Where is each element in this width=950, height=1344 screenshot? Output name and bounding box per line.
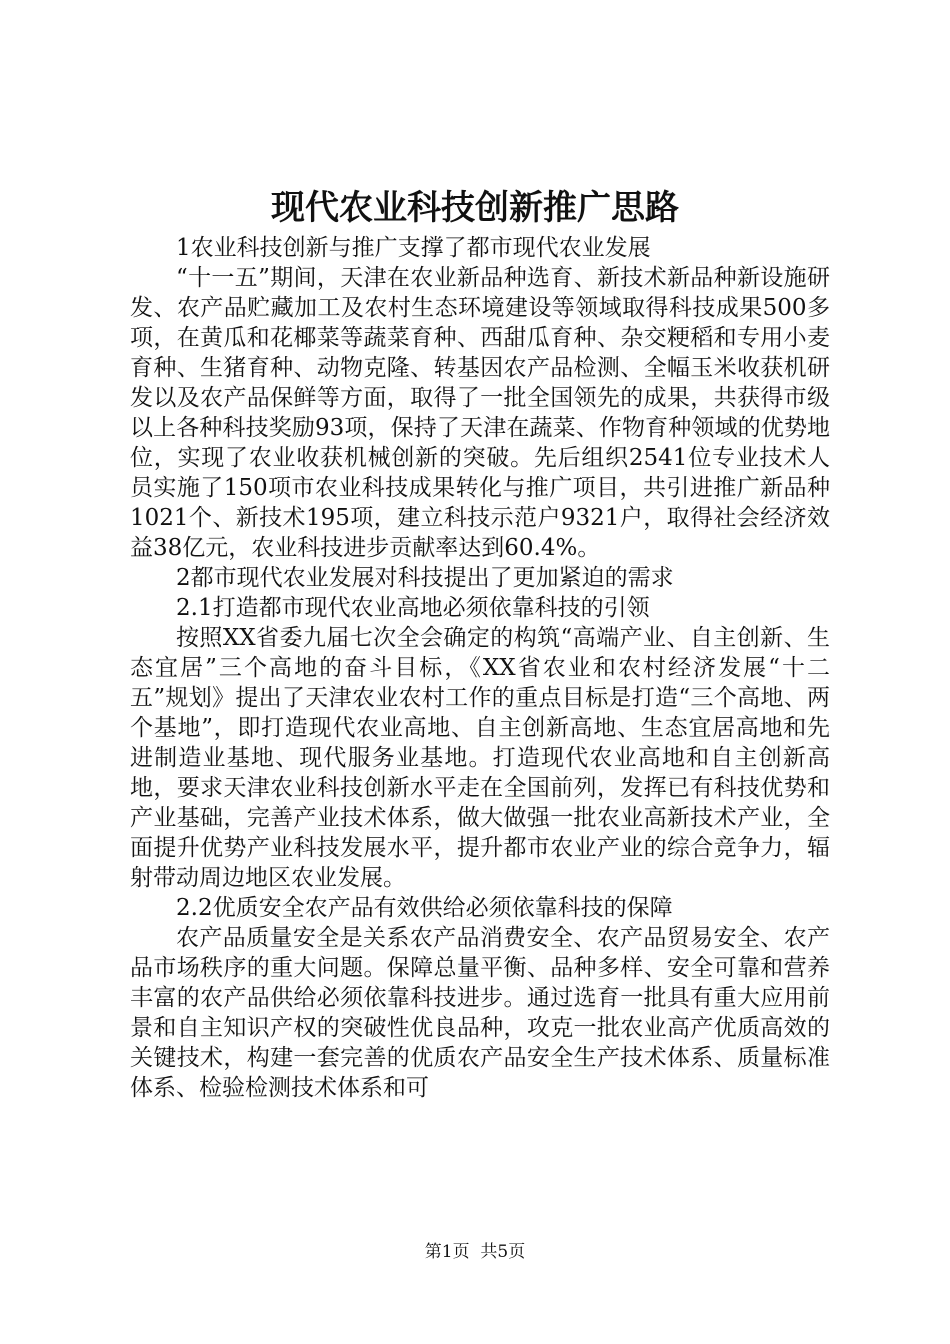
paragraph-achievements: “十一五”期间，天津在农业新品种选育、新技术新品种新设施研发、农产品贮藏加工及农村生态环境建设等领域取得科技成果500多项，在黄瓜和花椰菜等蔬菜育种、西甜瓜育种、杂交粳稻和专用小麦育种、生猪育种、动物克隆、转基因农产品检测、全幅玉米收获机研发以及农产品保鲜等方面，取得了一批全国领先的成果，共获得市级以上各种科技奖励93项，保持了天津在蔬菜、作物育种领域的优势地位，实现了农业收获机械创新的突破。先后组织2541位专业技术人员实施了150项市农业科技成果转化与推广项目，共引进推广新品种1021个、新技术195项，建立科技示范户9321户，取得社会经济效益38亿元，农业科技进步贡献率达到60.4%。 <box>130 265 830 561</box>
document-title: 现代农业科技创新推广思路 <box>271 188 679 228</box>
document-body <box>130 233 830 1103</box>
page-number-footer: 第1页 共5页 <box>424 1242 526 1262</box>
heading-1: 1农业科技创新与推广支撑了都市现代农业发展 <box>176 235 651 261</box>
paragraph-highland: 按照XX省委九届七次全会确定的构筑“高端产业、自主创新、生态宜居”三个高地的奋斗目标，《XX省农业和农村经济发展“十二五”规划》提出了天津农业农村工作的重点目标是打造“三个高地、两个基地”，即打造现代农业高地、自主创新高地、生态宜居高地和先进制造业基地、现代服务业基地。打造现代农业高地和自主创新高地，要求天津农业科技创新水平走在全国前列，发挥已有科技优势和产业基础，完善产业技术体系，做大做强一批农业高新技术产业，全面提升优势产业科技发展水平，提升都市农业产业的综合竞争力，辐射带动周边地区农业发展。 <box>130 625 830 891</box>
heading-2: 2都市现代农业发展对科技提出了更加紧迫的需求 <box>176 565 674 591</box>
paragraph-quality-safety: 农产品质量安全是关系农产品消费安全、农产品贸易安全、农产品市场秩序的重大问题。保障总量平衡、品种多样、安全可靠和营养丰富的农产品供给必须依靠科技进步。通过选育一批具有重大应用前景和自主知识产权的突破性优良品种，攻克一批农业高产优质高效的关键技术，构建一套完善的优质农产品安全生产技术体系、质量标准体系、检验检测技术体系和可 <box>130 925 830 1101</box>
heading-2-2: 2.2优质安全农产品有效供给必须依靠科技的保障 <box>176 895 673 921</box>
heading-2-1: 2.1打造都市现代农业高地必须依靠科技的引领 <box>176 595 650 621</box>
